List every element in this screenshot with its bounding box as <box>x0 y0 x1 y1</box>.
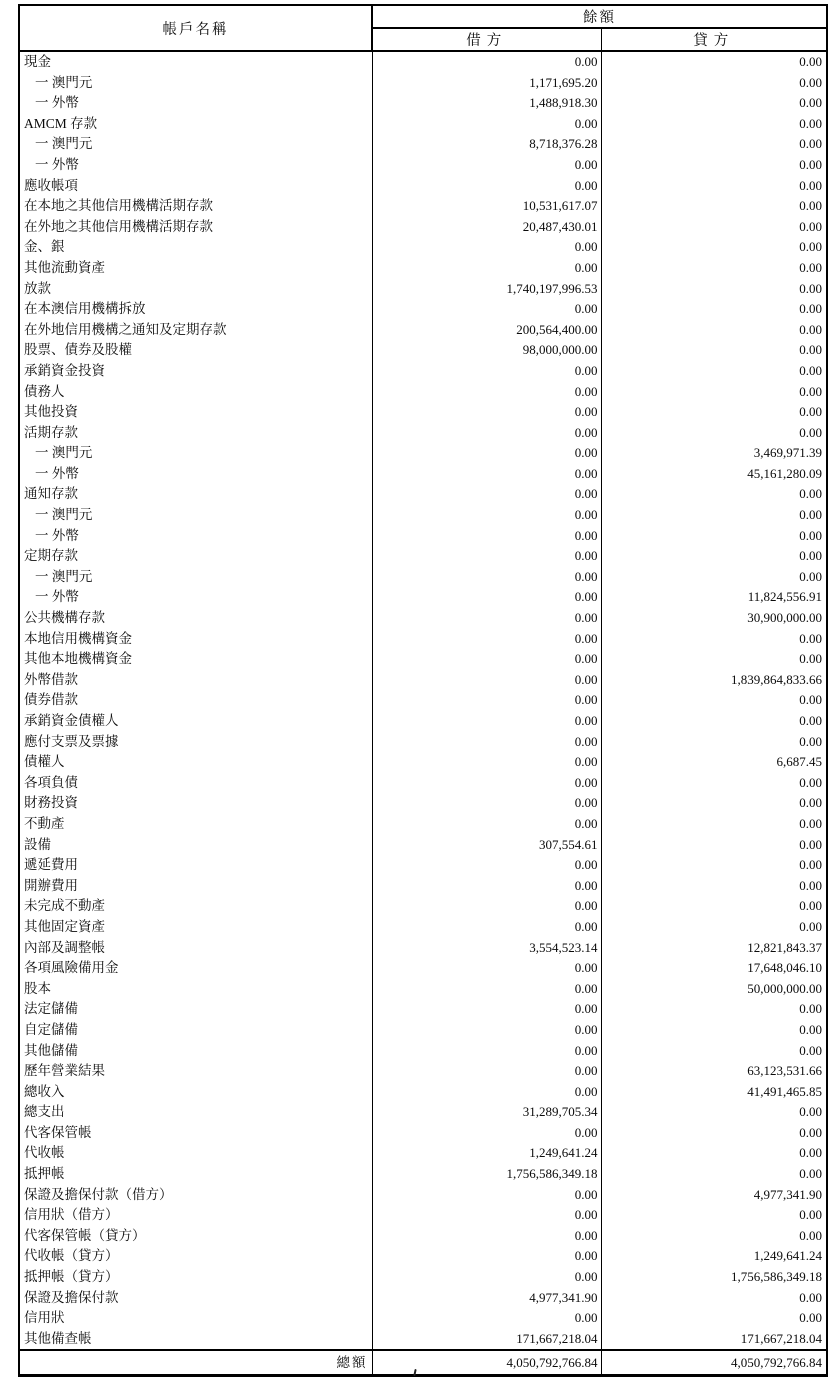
account-name-cell: 開辦費用 <box>19 876 372 897</box>
credit-cell: 0.00 <box>799 404 822 420</box>
account-name-cell: 一 澳門元 <box>19 567 372 588</box>
debit-cell: 4,977,341.90 <box>372 1288 601 1309</box>
table-row <box>19 1082 827 1103</box>
credit-cell: 41,491,465.85 <box>747 1083 822 1099</box>
credit-cell: 0.00 <box>799 1021 822 1037</box>
account-name-cell: 一 澳門元 <box>19 73 372 94</box>
debit-cell: 0.00 <box>372 608 601 629</box>
credit-cell: 0.00 <box>799 1227 822 1243</box>
table-row <box>19 567 827 588</box>
debit-cell: 0.00 <box>372 670 601 691</box>
account-name-cell: 一 澳門元 <box>19 134 372 155</box>
table-row <box>19 1205 827 1226</box>
credit-cell: 0.00 <box>799 898 822 914</box>
debit-cell: 0.00 <box>372 51 601 73</box>
account-name-cell: 其他本地機構資金 <box>19 649 372 670</box>
table-row <box>19 1288 827 1309</box>
account-name-cell: 其他固定資產 <box>19 917 372 938</box>
account-name-cell: 定期存款 <box>19 546 372 567</box>
credit-cell: 0.00 <box>799 383 822 399</box>
table-row <box>19 546 827 567</box>
table-row <box>19 217 827 238</box>
debit-cell: 0.00 <box>372 1020 601 1041</box>
credit-cell: 0.00 <box>799 568 822 584</box>
account-name-cell: 抵押帳 <box>19 1164 372 1185</box>
account-name-cell: 內部及調整帳 <box>19 938 372 959</box>
debit-cell: 3,554,523.14 <box>372 938 601 959</box>
debit-cell: 1,740,197,996.53 <box>372 279 601 300</box>
credit-cell: 1,839,864,833.66 <box>731 671 822 687</box>
column-header-credit: 貸方 <box>601 28 827 51</box>
debit-cell: 0.00 <box>372 382 601 403</box>
debit-cell: 200,564,400.00 <box>372 320 601 341</box>
table-row <box>19 793 827 814</box>
credit-cell: 0.00 <box>799 177 822 193</box>
table-row <box>19 1143 827 1164</box>
account-name-cell: 債權人 <box>19 752 372 773</box>
debit-cell: 0.00 <box>372 402 601 423</box>
credit-cell: 17,648,046.10 <box>747 960 822 976</box>
debit-cell: 1,756,586,349.18 <box>372 1164 601 1185</box>
debit-cell: 0.00 <box>372 443 601 464</box>
debit-cell: 0.00 <box>372 1185 601 1206</box>
credit-cell: 0.00 <box>799 115 822 131</box>
debit-cell: 1,249,641.24 <box>372 1143 601 1164</box>
account-name-cell: 法定儲備 <box>19 999 372 1020</box>
table-row <box>19 505 827 526</box>
table-row <box>19 773 827 794</box>
table-row <box>19 814 827 835</box>
total-row <box>19 1350 827 1376</box>
credit-cell: 0.00 <box>799 548 822 564</box>
account-name-cell: 債務人 <box>19 382 372 403</box>
credit-cell: 0.00 <box>799 692 822 708</box>
table-row <box>19 464 827 485</box>
account-name-cell: 承銷資金債權人 <box>19 711 372 732</box>
table-row <box>19 587 827 608</box>
credit-cell: 0.00 <box>799 136 822 152</box>
debit-cell: 31,289,705.34 <box>372 1102 601 1123</box>
table-row <box>19 835 827 856</box>
account-name-cell: 財務投資 <box>19 793 372 814</box>
trial-balance-table <box>18 4 828 1377</box>
table-body <box>19 51 827 1350</box>
table-row <box>19 876 827 897</box>
debit-cell: 0.00 <box>372 752 601 773</box>
debit-cell: 0.00 <box>372 649 601 670</box>
debit-cell: 0.00 <box>372 629 601 650</box>
total-debit-value: 4,050,792,766.84 <box>372 1350 601 1376</box>
credit-cell: 0.00 <box>799 918 822 934</box>
credit-cell: 0.00 <box>799 733 822 749</box>
credit-cell: 171,667,218.04 <box>740 1330 822 1346</box>
account-name-cell: 在本地之其他信用機構活期存款 <box>19 196 372 217</box>
credit-cell: 0.00 <box>799 857 822 873</box>
credit-cell: 0.00 <box>799 836 822 852</box>
account-name-cell: 其他儲備 <box>19 1041 372 1062</box>
table-row <box>19 649 827 670</box>
table-row <box>19 93 827 114</box>
table-row <box>19 114 827 135</box>
table-row <box>19 732 827 753</box>
account-name-cell: 遞延費用 <box>19 855 372 876</box>
credit-cell: 0.00 <box>799 239 822 255</box>
table-row <box>19 279 827 300</box>
table-header <box>19 5 827 51</box>
credit-cell: 0.00 <box>799 259 822 275</box>
account-name-cell: 通知存款 <box>19 484 372 505</box>
table-row <box>19 1329 827 1351</box>
credit-cell: 0.00 <box>799 1207 822 1223</box>
table-row <box>19 608 827 629</box>
table-row <box>19 237 827 258</box>
table-row <box>19 855 827 876</box>
table-row <box>19 155 827 176</box>
table-row <box>19 1267 827 1288</box>
credit-cell: 0.00 <box>799 713 822 728</box>
debit-cell: 0.00 <box>372 567 601 588</box>
balance-sheet-page <box>18 4 826 1377</box>
table-row <box>19 258 827 279</box>
account-name-cell: 設備 <box>19 835 372 856</box>
debit-cell: 0.00 <box>372 155 601 176</box>
debit-cell: 0.00 <box>372 361 601 382</box>
account-name-cell: 承銷資金投資 <box>19 361 372 382</box>
account-name-cell: 活期存款 <box>19 423 372 444</box>
total-credit-value: 4,050,792,766.84 <box>601 1350 827 1376</box>
table-row <box>19 320 827 341</box>
account-name-cell: 本地信用機構資金 <box>19 629 372 650</box>
account-name-cell: 各項風險備用金 <box>19 958 372 979</box>
credit-cell: 0.00 <box>799 301 822 317</box>
table-row <box>19 176 827 197</box>
table-row <box>19 938 827 959</box>
account-name-cell: AMCM 存款 <box>19 114 372 135</box>
column-header-account-name: 帳戶名稱 <box>19 5 372 51</box>
debit-cell: 1,171,695.20 <box>372 73 601 94</box>
account-name-cell: 代客保管帳（貸方） <box>19 1226 372 1247</box>
credit-cell: 45,161,280.09 <box>747 465 822 481</box>
account-name-cell: 股本 <box>19 979 372 1000</box>
account-name-cell: 各項負債 <box>19 773 372 794</box>
total-label: 總額 <box>19 1350 372 1376</box>
debit-cell: 8,718,376.28 <box>372 134 601 155</box>
table-row <box>19 896 827 917</box>
debit-cell: 20,487,430.01 <box>372 217 601 238</box>
debit-cell: 171,667,218.04 <box>372 1329 601 1351</box>
table-row <box>19 711 827 732</box>
table-row <box>19 1102 827 1123</box>
credit-cell: 0.00 <box>799 527 822 543</box>
account-name-cell: 一 外幣 <box>19 93 372 114</box>
debit-cell: 0.00 <box>372 1082 601 1103</box>
debit-cell: 0.00 <box>372 1308 601 1329</box>
account-name-cell: 外幣借款 <box>19 670 372 691</box>
credit-cell: 0.00 <box>799 424 822 440</box>
table-row <box>19 443 827 464</box>
table-row <box>19 484 827 505</box>
account-name-cell: 金、銀 <box>19 237 372 258</box>
account-name-cell: 抵押帳（貸方） <box>19 1267 372 1288</box>
debit-cell: 0.00 <box>372 464 601 485</box>
account-name-cell: 保證及擔保付款（借方） <box>19 1185 372 1206</box>
credit-cell: 30,900,000.00 <box>747 610 822 626</box>
table-row <box>19 73 827 94</box>
table-row <box>19 999 827 1020</box>
table-row <box>19 629 827 650</box>
table-row <box>19 979 827 1000</box>
credit-cell: 0.00 <box>799 198 822 214</box>
debit-cell: 0.00 <box>372 1226 601 1247</box>
account-name-cell: 總收入 <box>19 1082 372 1103</box>
credit-cell: 0.00 <box>799 651 822 667</box>
credit-cell: 0.00 <box>799 507 822 523</box>
credit-cell: 0.00 <box>799 1104 822 1120</box>
account-name-cell: 一 外幣 <box>19 526 372 547</box>
debit-cell: 0.00 <box>372 505 601 526</box>
credit-cell: 0.00 <box>799 321 822 337</box>
debit-cell: 0.00 <box>372 237 601 258</box>
credit-cell: 0.00 <box>799 815 822 831</box>
debit-cell: 0.00 <box>372 258 601 279</box>
debit-cell: 0.00 <box>372 546 601 567</box>
account-name-cell: 不動產 <box>19 814 372 835</box>
table-row <box>19 752 827 773</box>
credit-cell: 0.00 <box>799 1310 822 1326</box>
debit-cell: 0.00 <box>372 176 601 197</box>
account-name-cell: 現金 <box>19 51 372 73</box>
debit-cell: 0.00 <box>372 855 601 876</box>
debit-cell: 0.00 <box>372 526 601 547</box>
debit-cell: 10,531,617.07 <box>372 196 601 217</box>
table-row <box>19 361 827 382</box>
account-name-cell: 公共機構存款 <box>19 608 372 629</box>
account-name-cell: 代收帳 <box>19 1143 372 1164</box>
credit-cell: 4,977,341.90 <box>753 1186 822 1202</box>
credit-cell: 50,000,000.00 <box>747 980 822 996</box>
account-name-cell: 總支出 <box>19 1102 372 1123</box>
account-name-cell: 在外地信用機構之通知及定期存款 <box>19 320 372 341</box>
credit-cell: 0.00 <box>799 156 822 172</box>
account-name-cell: 代客保管帳 <box>19 1123 372 1144</box>
table-row <box>19 1226 827 1247</box>
table-row <box>19 340 827 361</box>
table-row <box>19 1020 827 1041</box>
credit-cell: 0.00 <box>799 362 822 378</box>
debit-cell: 0.00 <box>372 690 601 711</box>
debit-cell: 1,488,918.30 <box>372 93 601 114</box>
credit-cell: 0.00 <box>799 54 822 69</box>
credit-cell: 11,824,556.91 <box>747 589 822 605</box>
credit-cell: 0.00 <box>799 1289 822 1305</box>
credit-cell: 0.00 <box>799 342 822 358</box>
debit-cell: 0.00 <box>372 1061 601 1082</box>
debit-cell: 0.00 <box>372 587 601 608</box>
table-row <box>19 51 827 73</box>
table-row <box>19 1246 827 1267</box>
account-name-cell: 一 外幣 <box>19 587 372 608</box>
debit-cell: 0.00 <box>372 1267 601 1288</box>
account-name-cell: 保證及擔保付款 <box>19 1288 372 1309</box>
credit-cell: 0.00 <box>799 1166 822 1182</box>
credit-cell: 0.00 <box>799 877 822 893</box>
account-name-cell: 歷年營業結果 <box>19 1061 372 1082</box>
credit-cell: 0.00 <box>799 95 822 111</box>
account-name-cell: 放款 <box>19 279 372 300</box>
credit-cell: 1,756,586,349.18 <box>731 1269 822 1285</box>
credit-cell: 6,687.45 <box>776 754 822 770</box>
table-row <box>19 1061 827 1082</box>
column-header-debit: 借方 <box>372 28 601 51</box>
account-name-cell: 一 外幣 <box>19 464 372 485</box>
table-row <box>19 1164 827 1185</box>
credit-cell: 0.00 <box>799 774 822 790</box>
account-name-cell: 股票、債券及股權 <box>19 340 372 361</box>
account-name-cell: 一 澳門元 <box>19 505 372 526</box>
debit-cell: 0.00 <box>372 299 601 320</box>
debit-cell: 307,554.61 <box>372 835 601 856</box>
debit-cell: 0.00 <box>372 958 601 979</box>
credit-cell: 0.00 <box>799 1124 822 1140</box>
table-row <box>19 196 827 217</box>
credit-cell: 0.00 <box>799 1001 822 1017</box>
table-row <box>19 670 827 691</box>
credit-cell: 63,123,531.66 <box>747 1063 822 1079</box>
debit-cell: 0.00 <box>372 1123 601 1144</box>
debit-cell: 0.00 <box>372 917 601 938</box>
table-row <box>19 1041 827 1062</box>
debit-cell: 0.00 <box>372 999 601 1020</box>
table-row <box>19 958 827 979</box>
account-name-cell: 自定儲備 <box>19 1020 372 1041</box>
debit-cell: 0.00 <box>372 814 601 835</box>
account-name-cell: 代收帳（貸方） <box>19 1246 372 1267</box>
debit-cell: 98,000,000.00 <box>372 340 601 361</box>
account-name-cell: 其他流動資產 <box>19 258 372 279</box>
account-name-cell: 應付支票及票據 <box>19 732 372 753</box>
credit-cell: 0.00 <box>799 795 822 811</box>
credit-cell: 0.00 <box>799 1145 822 1161</box>
debit-cell: 0.00 <box>372 773 601 794</box>
debit-cell: 0.00 <box>372 979 601 1000</box>
account-name-cell: 其他投資 <box>19 402 372 423</box>
credit-cell: 12,821,843.37 <box>747 939 822 955</box>
table-row <box>19 382 827 403</box>
account-name-cell: 在本澳信用機構拆放 <box>19 299 372 320</box>
account-name-cell: 其他備查帳 <box>19 1329 372 1351</box>
credit-cell: 0.00 <box>799 630 822 646</box>
table-row <box>19 134 827 155</box>
debit-cell: 0.00 <box>372 793 601 814</box>
credit-cell: 0.00 <box>799 1042 822 1058</box>
debit-cell: 0.00 <box>372 1041 601 1062</box>
credit-cell: 0.00 <box>799 74 822 90</box>
table-row <box>19 526 827 547</box>
table-row <box>19 1123 827 1144</box>
table-row <box>19 423 827 444</box>
account-name-cell: 信用狀（借方） <box>19 1205 372 1226</box>
credit-cell: 0.00 <box>799 486 822 502</box>
account-name-cell: 一 外幣 <box>19 155 372 176</box>
debit-cell: 0.00 <box>372 1246 601 1267</box>
debit-cell: 0.00 <box>372 896 601 917</box>
account-name-cell: 未完成不動產 <box>19 896 372 917</box>
debit-cell: 0.00 <box>372 1205 601 1226</box>
credit-cell: 0.00 <box>799 218 822 234</box>
table-row <box>19 1308 827 1329</box>
table-row <box>19 690 827 711</box>
column-header-balance: 餘額 <box>372 5 827 28</box>
debit-cell: 0.00 <box>372 732 601 753</box>
table-row <box>19 402 827 423</box>
credit-cell: 1,249,641.24 <box>753 1248 822 1264</box>
account-name-cell: 在外地之其他信用機構活期存款 <box>19 217 372 238</box>
debit-cell: 0.00 <box>372 484 601 505</box>
debit-cell: 0.00 <box>372 876 601 897</box>
credit-cell: 0.00 <box>799 280 822 296</box>
table-footer <box>19 1350 827 1376</box>
table-row <box>19 917 827 938</box>
account-name-cell: 一 澳門元 <box>19 443 372 464</box>
debit-cell: 0.00 <box>372 711 601 732</box>
table-row <box>19 1185 827 1206</box>
credit-cell: 3,469,971.39 <box>753 445 822 461</box>
account-name-cell: 應收帳項 <box>19 176 372 197</box>
table-row <box>19 299 827 320</box>
account-name-cell: 信用狀 <box>19 1308 372 1329</box>
debit-cell: 0.00 <box>372 114 601 135</box>
account-name-cell: 債券借款 <box>19 690 372 711</box>
debit-cell: 0.00 <box>372 423 601 444</box>
